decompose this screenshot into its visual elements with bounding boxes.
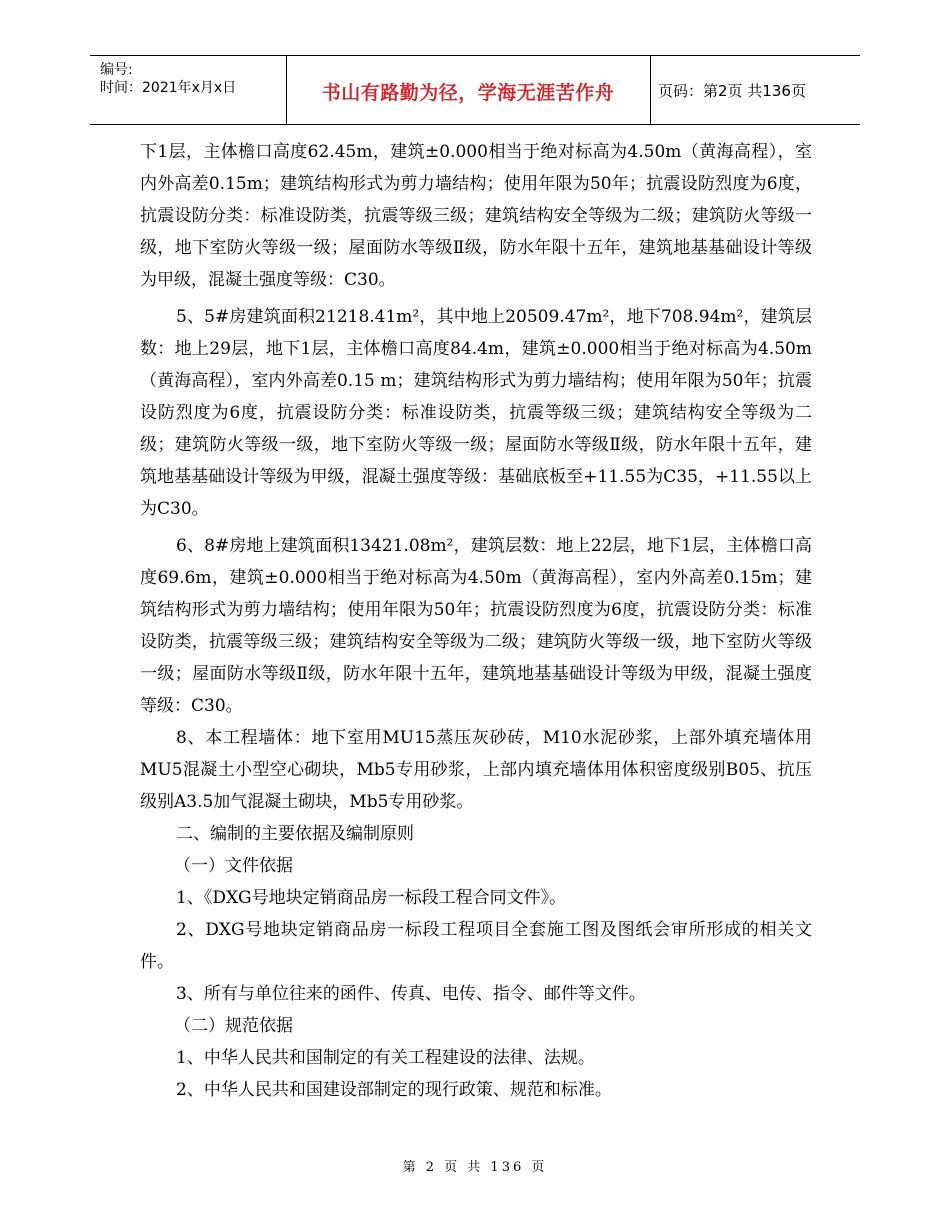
paragraph-building-8: 6、8#房地上建筑面积13421.08m²，建筑层数：地上22层，地下1层，主体檐口高度69.6m，建筑±0.000相当于绝对标高为4.50m（黄海高程），室内外高差0.15m；建筑结构形式为剪力墙结构；使用年限为50年；抗震设防烈度为6度，抗震设防分类：标准设防类，抗震等级三级；建筑结构安全等级为二级；建筑防火等级一级，地下室防火等级一级；屋面防水等级Ⅱ级，防水年限十五年，建筑地基基础设计等级为甲级，混凝土强度等级：C30。 <box>140 536 812 716</box>
paragraph-building-5: 5、5#房建筑面积21218.41m²，其中地上20509.47m²，地下708.94m²，建筑层数：地上29层，地下1层，主体檐口高度84.4m，建筑±0.000相当于绝对标高为4.50m（黄海高程），室内外高差0.15 m；建筑结构形式为剪力墙结构；使用年限为50年；抗震设防烈度为6度，抗震设防分类：标准设防类，抗震等级三级；建筑结构安全等级为二级；建筑防火等级一级，地下室防火等级一级；屋面防水等级Ⅱ级，防水年限十五年，建筑地基基础设计等级为甲级，混凝土强度等级：基础底板至+11.55为C35，+11.55以上为C30。 <box>140 307 812 519</box>
header-motto: 书山有路勤为径，学海无涯苦作舟 <box>321 82 615 104</box>
list-item: 2、中华人民共和国建设部制定的现行政策、规范和标准。 <box>176 1080 612 1100</box>
page-footer: 第 2 页 共 136 页 <box>402 1160 548 1175</box>
section-heading: 二、编制的主要依据及编制原则 <box>176 824 414 844</box>
list-item: 1、中华人民共和国制定的有关工程建设的法律、法规。 <box>176 1048 595 1068</box>
document-body <box>140 136 812 1106</box>
subsection-heading-documents: （一）文件依据 <box>174 856 293 876</box>
list-item: 1、《DXG号地块定销商品房一标段工程合同文件》。 <box>176 888 567 908</box>
number-label: 编号: <box>100 62 133 78</box>
header-divider <box>650 56 651 124</box>
paragraph-continuation: 下1层，主体檐口高度62.45m，建筑±0.000相当于绝对标高为4.50m（黄海高程），室内外高差0.15m；建筑结构形式为剪力墙结构；使用年限为50年；抗震设防烈度为6度，抗震设防分类：标准设防类，抗震等级三级；建筑结构安全等级为二级；建筑防火等级一级，地下室防火等级一级；屋面防水等级Ⅱ级，防水年限十五年，建筑地基基础设计等级为甲级，混凝土强度等级：C30。 <box>140 142 812 290</box>
list-item: 2、DXG号地块定销商品房一标段工程项目全套施工图及图纸会审所形成的相关文件。 <box>140 920 812 972</box>
subsection-heading-standards: （二）规范依据 <box>174 1016 293 1036</box>
paragraph-walls: 8、本工程墙体：地下室用MU15蒸压灰砂砖，M10水泥砂浆，上部外填充墙体用MU5混凝土小型空心砌块，Mb5专用砂浆，上部内填充墙体用体积密度级别B05、抗压级别A3.5加气混凝土砌块，Mb5专用砂浆。 <box>140 728 812 812</box>
header-meta <box>100 61 236 97</box>
header-page-info: 页码：第2页 共136页 <box>658 82 806 100</box>
page-header <box>90 55 860 125</box>
list-item: 3、所有与单位往来的函件、传真、电传、指令、邮件等文件。 <box>176 984 646 1004</box>
time-label: 时间：2021年x月x日 <box>100 80 237 96</box>
